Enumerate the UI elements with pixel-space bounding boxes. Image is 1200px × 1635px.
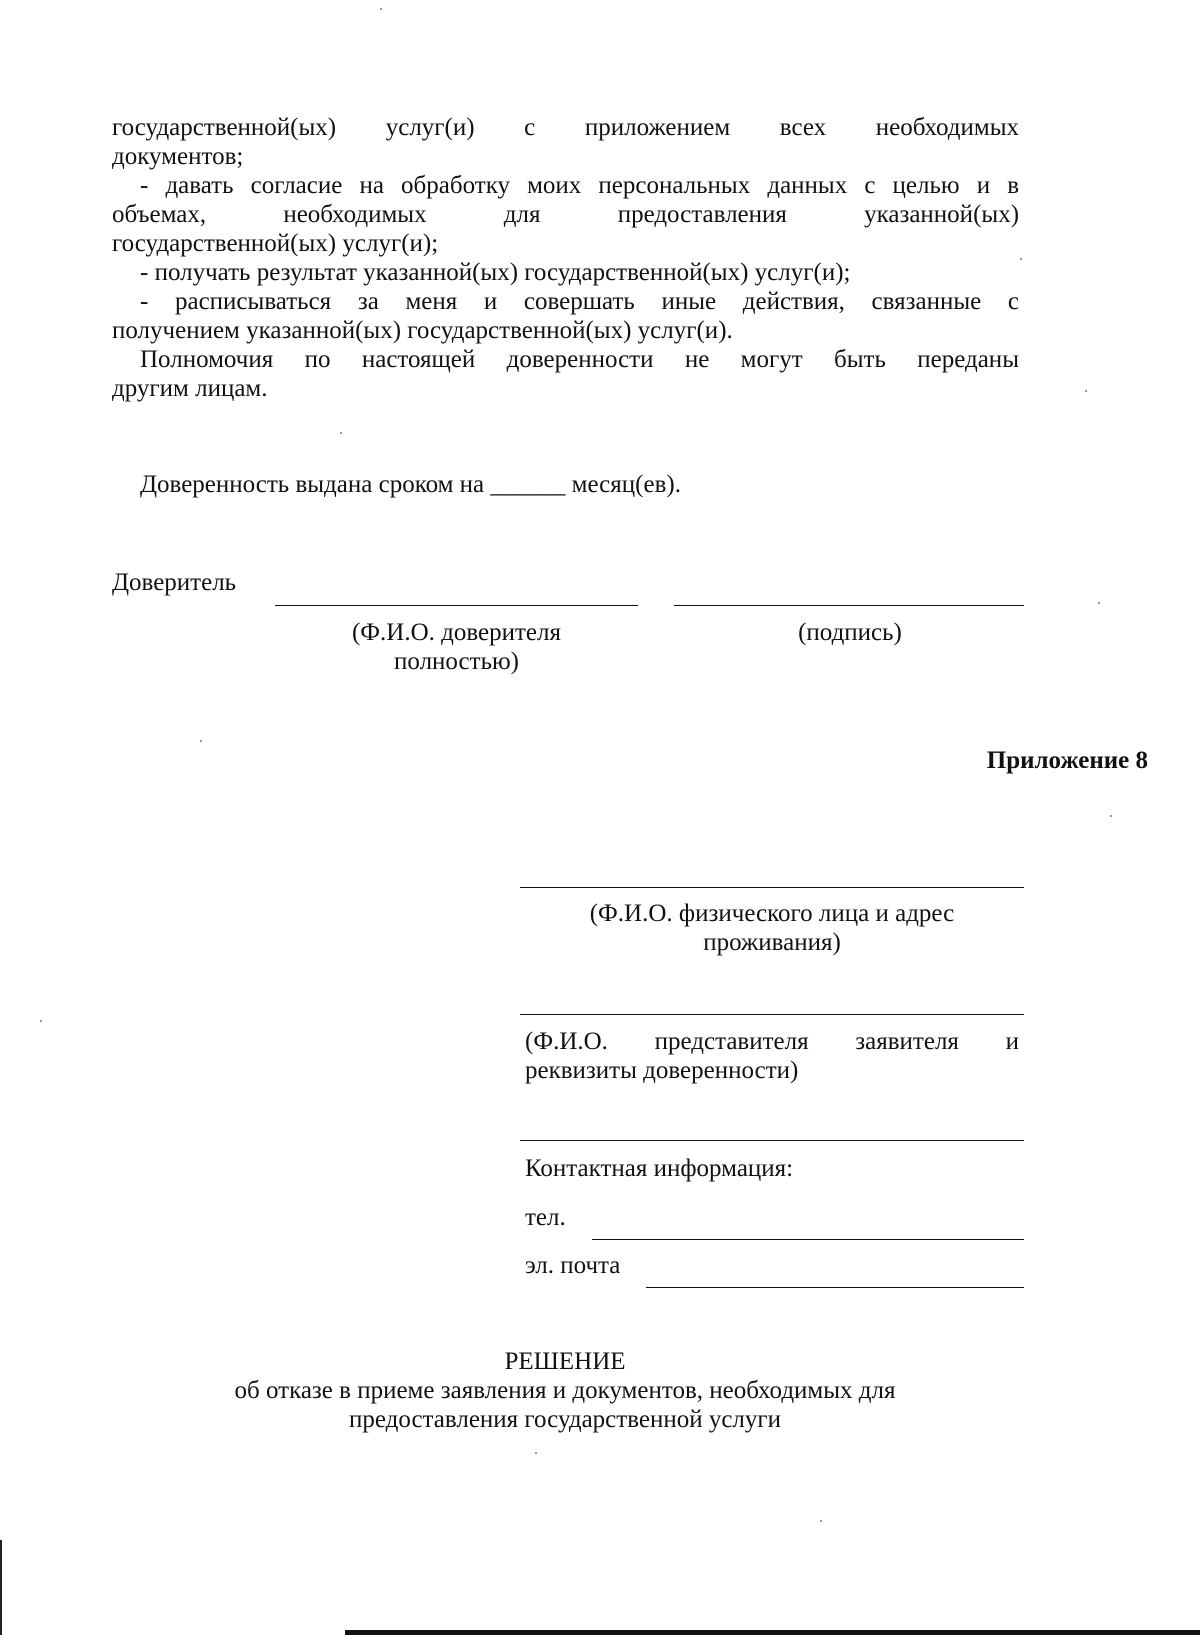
phone-label: тел. — [525, 1204, 566, 1231]
sign-caption: (подпись) — [798, 619, 902, 646]
term-after: месяц(ев). — [571, 471, 681, 498]
para2-line1: Полномочия по настоящей доверенности не могут быть переданы — [140, 346, 1019, 373]
scan-speck — [535, 1452, 537, 1454]
grantor-label: Доверитель — [112, 569, 237, 596]
fio-signature-line — [275, 605, 638, 606]
para1-line2: документов; — [112, 143, 244, 170]
scan-edge-left — [0, 1540, 2, 1635]
scan-speck — [200, 740, 202, 742]
person-line — [520, 887, 1024, 888]
item3-line: - получать результат указанной(ых) государственной(ых) услуг(и); — [140, 259, 851, 286]
item4-line1: - расписываться за меня и совершать иные действия, связанные с — [140, 288, 1019, 315]
contact-label: Контактная информация: — [525, 1155, 794, 1182]
scan-speck — [40, 1020, 42, 1022]
item2-line3: государственной(ых) услуг(и); — [112, 230, 439, 257]
scan-edge-bottom — [345, 1630, 1200, 1635]
term-line — [140, 470, 681, 499]
email-line — [646, 1287, 1024, 1288]
scan-speck — [1020, 258, 1022, 260]
sign-signature-line — [674, 605, 1024, 606]
representative-line — [520, 1014, 1024, 1015]
scan-speck — [820, 1520, 822, 1522]
fio-caption: (Ф.И.О. доверителя полностью) — [351, 619, 562, 675]
scan-speck — [380, 8, 382, 10]
decision-subtitle: об отказе в приеме заявления и документов, необходимых для предоставления государственной услуги — [234, 1377, 896, 1433]
item2-line2: объемах, необходимых для предоставления указанной(ых) — [112, 201, 1020, 228]
scan-speck — [1110, 815, 1112, 817]
email-label: эл. почта — [525, 1252, 621, 1279]
decision-title: РЕШЕНИЕ — [504, 1348, 626, 1375]
item4-line2: получением указанной(ых) государственной(ых) услуг(и). — [112, 317, 733, 344]
appendix-title: Приложение 8 — [986, 747, 1148, 774]
scan-speck — [340, 432, 342, 434]
rep-caption-line2: реквизиты доверенности) — [525, 1057, 799, 1084]
scan-speck — [1098, 602, 1100, 604]
term-before: Доверенность выдана сроком на — [140, 471, 485, 498]
item2-line1: - давать согласие на обработку моих персональных данных с целью и в — [140, 172, 1019, 199]
scan-speck — [1085, 390, 1087, 392]
term-blank: ______ — [490, 471, 566, 498]
phone-line — [592, 1239, 1024, 1240]
para2-line2: другим лицам. — [112, 375, 268, 402]
person-caption: (Ф.И.О. физического лица и адрес проживания) — [589, 900, 955, 956]
rep-caption-line1: (Ф.И.О. представителя заявителя и — [525, 1028, 1020, 1055]
contact-line — [520, 1140, 1024, 1141]
para1-line1: государственной(ых) услуг(и) с приложением всех необходимых — [112, 114, 1020, 141]
